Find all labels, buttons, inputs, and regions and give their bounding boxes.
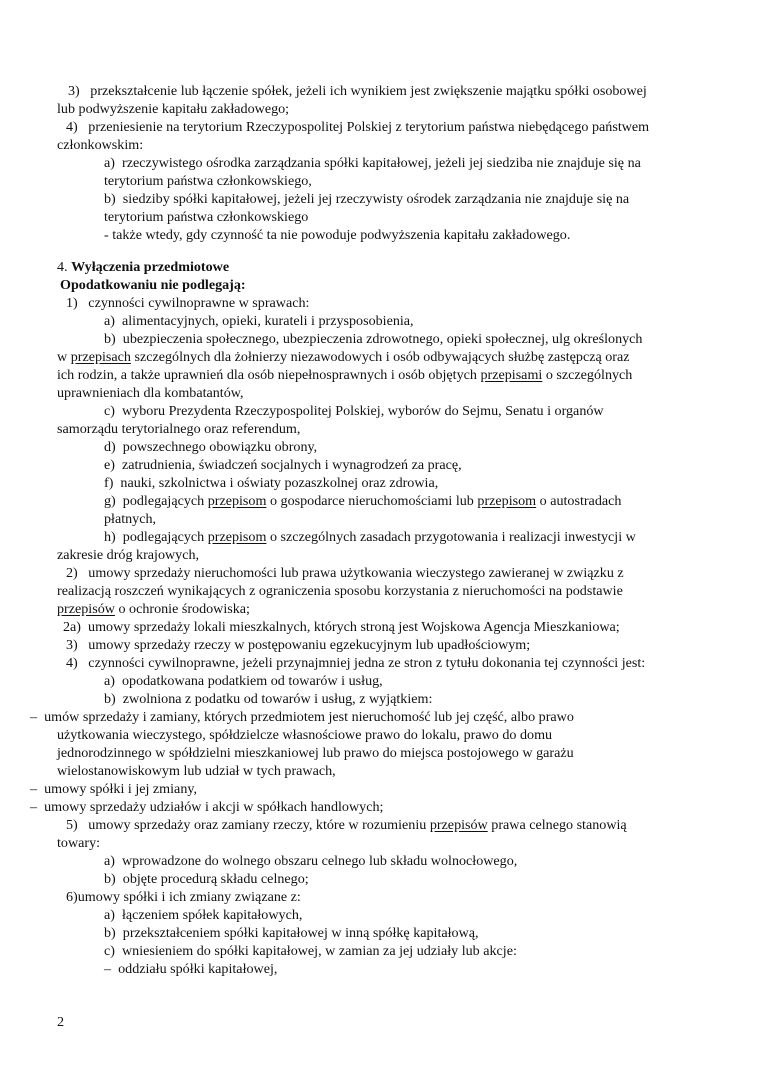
document-page: 3) przekształcenie lub łączenie spółek, jeżeli ich wynikiem jest zwiększenie majątku spółki osobowej lub podwyższenie kapitału zakładowego; 4) przeniesienie na terytorium Rzeczypospolitej Polskiej z terytorium państwa niebędącego państwem członkowskim: a) rzeczywistego ośrodka zarządzania spółki kapitałowej, jeżeli jej siedziba nie znajduje się na terytorium państwa członkowskiego, b) siedziby spółki kapitałowej, jeżeli jej rzeczywisty ośrodek zarządzania nie znajduje się na terytorium państwa członkowskiego - także wtedy, gdy czynność ta nie powoduje podwyższenia kapitału zakładowego. 4. Wyłączenia przedmiotowe Opodatkowaniu nie podlegają: 1) czynności cywilnoprawne w sprawach: a) alimentacyjnych, opieki, kurateli i przysposobienia, b) ubezpieczenia społecznego, ubezpieczenia zdrowotnego, opieki społecznej, ulg określonych w przepisach szczególnych dla żołnierzy niezawodowych i osób odbywających służbę zastępczą oraz ich rodzin, a także uprawnień dla osób niepełnosprawnych i osób objętych przepisami o szczególnych uprawnieniach dla kombatantów, c) wyboru Prezydenta Rzeczypospolitej Polskiej, wyborów do Sejmu, Senatu i organów samorządu terytorialnego oraz referendum, d) powszechnego obowiązku obrony, e) zatrudnienia, świadczeń socjalnych i wynagrodzeń za pracę, f) nauki, szkolnictwa i oświaty pozaszkolnej oraz zdrowia, g) podlegających przepisom o gospodarce nieruchomościami lub przepisom o autostradach płatnych, h) podlegających przepisom o szczególnych zasadach przygotowania i realizacji inwestycji w zakresie dróg krajowych, 2) umowy sprzedaży nieruchomości lub prawa użytkowania wieczystego zawieranej w związku z realizacją roszczeń wynikających z ograniczenia sposobu korzystania z nieruchomości na podstawie przepisów o ochronie środowiska; 2a) umowy sprzedaży lokali mieszkalnych, których stroną jest Wojskowa Agencja Mieszkaniowa; 3) umowy sprzedaży rzeczy w postępowaniu egzekucyjnym lub upadłościowym; 4) czynności cywilnoprawne, jeżeli przynajmniej jedna ze stron z tytułu dokonania tej czynności jest: a) opodatkowana podatkiem od towarów i usług, b) zwolniona z podatku od towarów i usług, z wyjątkiem: – umów sprzedaży i zamiany, których przedmiotem jest nieruchomość lub jej część, albo prawo użytkowania wieczystego, spółdzielcze własnościowe prawo do lokalu, prawo do domu jednorodzinnego w spółdzielni mieszkaniowej lub prawo do miejsca postojowego w garażu wielostanowiskowym lub udział w tych prawach, – umowy spółki i jej zmiany, – umowy sprzedaży udziałów i akcji w spółkach handlowych; 5) umowy sprzedaży oraz zamiany rzeczy, które w rozumieniu przepisów prawa celnego stanowią towary: a) wprowadzone do wolnego obszaru celnego lub składu wolnocłowego, b) objęte procedurą składu celnego; 6)umowy spółki i ich zmiany związane z: a) łączeniem spółek kapitałowych, b) przekształceniem spółki kapitałowej w inną spółkę kapitałową, c) wniesieniem do spółki kapitałowej, w zamian za jej udziały lub akcje: – oddziału spółki kapitałowej, 2 — [30, 83, 650, 1030]
legal-reference-link[interactable]: przepisami — [480, 367, 543, 383]
legal-reference-link[interactable]: przepisach — [70, 349, 131, 365]
legal-reference-link[interactable]: przepisów — [57, 601, 115, 617]
legal-reference-link[interactable]: przepisom — [207, 529, 267, 545]
legal-reference-link[interactable]: przepisom — [477, 493, 537, 509]
legal-reference-link[interactable]: przepisów — [429, 817, 488, 833]
page-number: 2 — [57, 1014, 65, 1030]
legal-reference-link[interactable]: przepisom — [207, 493, 267, 509]
